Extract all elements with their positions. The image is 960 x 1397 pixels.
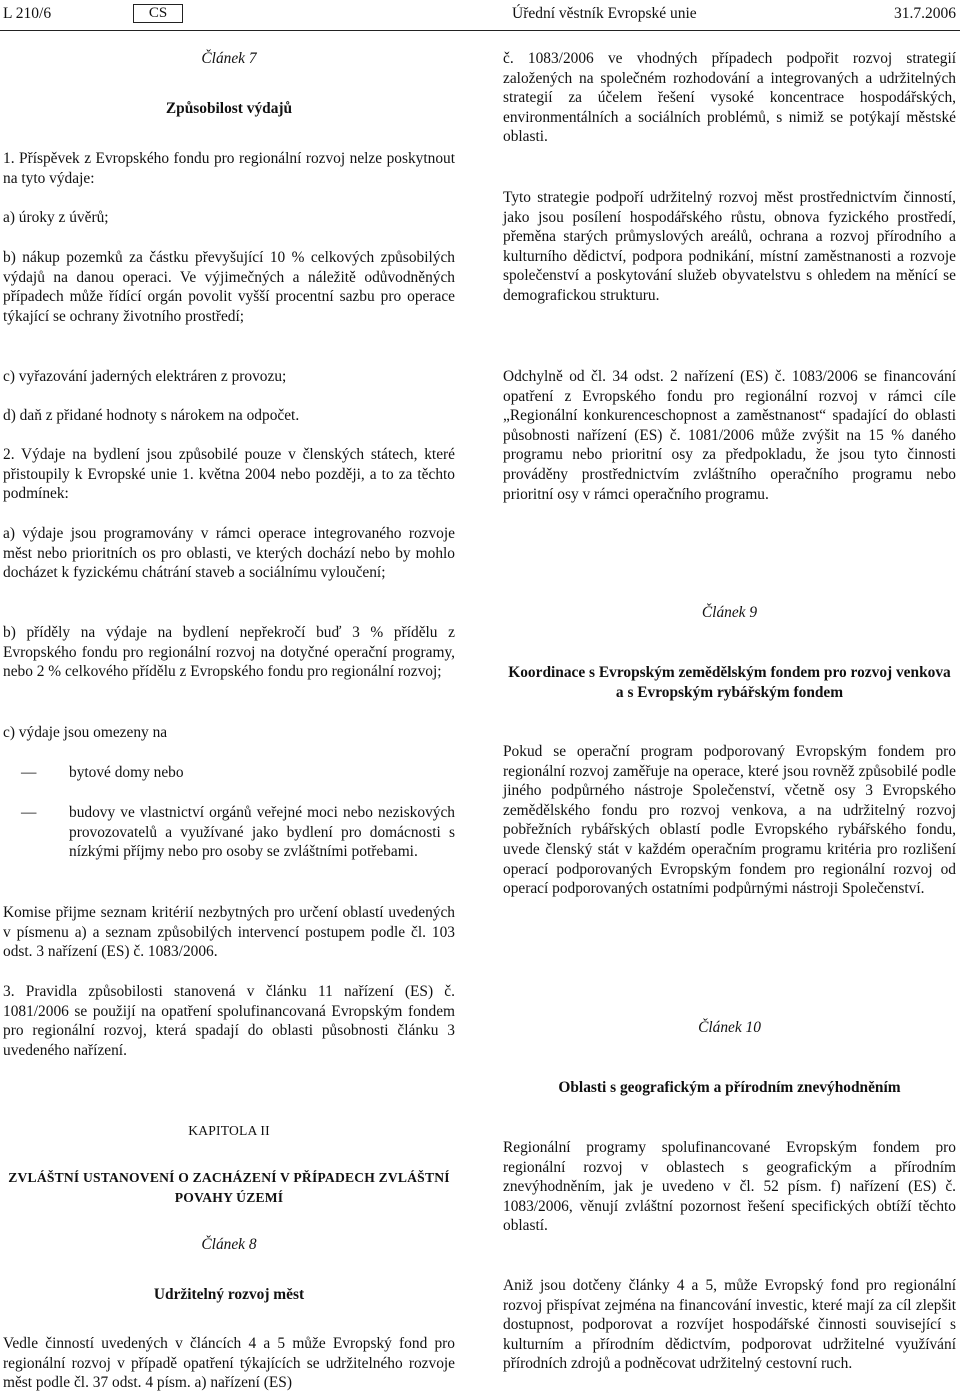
- paragraph-2: 2. Výdaje na bydlení jsou způsobilé pouze v členských státech, které přistoupily k Evropské unie 1. května 2004 nebo později, a to za těchto podmínek:: [3, 446, 455, 503]
- page-header: [0, 0, 960, 30]
- dash-mark: —: [21, 804, 37, 821]
- item-1c: c) vyřazování jaderných elektráren z provozu;: [3, 368, 287, 385]
- dash-item-2-text: budovy ve vlastnictví orgánů veřejné moci nebo neziskových provozovatelů a využívané jako bydlení pro domácnosti s nízkými příjmy nebo pro osoby se zvláštními potřebami.: [69, 804, 455, 861]
- article-9-text: Pokud se operační program podporovaný Evropským fondem pro regionální rozvoj zaměřuje na operace, které jsou rovněž způsobilé podle jiného podpůrného nástroje Společenství, včetně osy 3 Evropského zemědělského fondu pro rozvoj venkova, a na udržitelný rozvoj pobřežních rybářských oblastí podle Evropského rybářského fondu, uvede členský stát v každém operačním programu kritéria pro rozlišení operací podporovaných Evropským fondem pro regionální rozvoj od operací podporovaných ostatními podpůrnými nástroji Společenství.: [503, 743, 956, 898]
- item-1d: d) daň z přidané hodnoty s nárokem na odpočet.: [3, 407, 300, 424]
- item-1a: a) úroky z úvěrů;: [3, 209, 109, 226]
- article-10-paragraph-1: Regionální programy spolufinancované Evropským fondem pro regionální rozvoj v oblastech s geografickým a přírodním znevýhodněním, jak je uvedeno v čl. 52 písm. f) nařízení (ES) č. 1083/2006, věnují zvláštní pozornost řešení specifických obtíží těchto oblastí.: [503, 1139, 956, 1235]
- dash-item-1-text: bytové domy nebo: [69, 764, 184, 781]
- article-9-label: Článek 9: [701, 604, 758, 621]
- article-8-continuation: č. 1083/2006 ve vhodných případech podpořit rozvoj strategií založených na společném rozhodování a integrovaných a udržitelných strategií za účelem řešení vysoké koncentrace hospodářských, environmentálních a sociálních problémů, s nimiž se potýkají městské oblasti.: [503, 50, 956, 146]
- article-7-title: Způsobilost výdajů: [165, 100, 293, 117]
- publication-date: 31.7.2006: [894, 5, 956, 22]
- article-10-paragraph-2: Aniž jsou dotčeny články 4 a 5, může Evropský fond pro regionální rozvoj přispívat zejména na financování investic, které mají za cíl zlepšit dostupnost, podporovat a rozvíjet hospodářské činnosti související s kulturním a přírodním dědictvím, podporovat udržitelné využívání přírodních zdrojů a podněcovat udržitelný cestovní ruch.: [503, 1277, 956, 1373]
- item-2c: c) výdaje jsou omezeny na: [3, 724, 168, 741]
- paragraph-2-closing: Komise přijme seznam kritérií nezbytných pro určení oblastí uvedených v písmenu a) a seznam způsobilých intervencí postupem podle čl. 103 odst. 3 nařízení (ES) č. 1083/2006.: [3, 904, 455, 961]
- chapter-title: ZVLÁŠTNÍ USTANOVENÍ O ZACHÁZENÍ V PŘÍPADECH ZVLÁŠTNÍ POVAHY ÚZEMÍ: [8, 1170, 450, 1205]
- article-8-paragraph-3: Odchylně od čl. 34 odst. 2 nařízení (ES) č. 1083/2006 se financování opatření z Evropského fondu pro regionální rozvoj v rámci cíle „Regionální konkurenceschopnost a zaměstnanost“ spadající do oblasti působnosti nařízení (ES) č. 1081/2006 může zvýšit na 15 % daného programu nebo prioritní osy za předpokladu, že jsou tyto činnosti prováděny prostřednictvím zvláštního operačního programu nebo prioritní osy v rámci operačního programu.: [503, 368, 956, 503]
- article-10-label: Článek 10: [698, 1019, 761, 1036]
- chapter-label: KAPITOLA II: [188, 1123, 270, 1138]
- article-10-title: Oblasti s geografickým a přírodním znevýhodněním: [558, 1079, 901, 1096]
- article-7-label: Článek 7: [201, 50, 257, 67]
- page-reference: L 210/6: [3, 5, 52, 22]
- article-9-title: Koordinace s Evropským zemědělským fondem pro rozvoj venkova a s Evropským rybářským fondem: [508, 664, 951, 701]
- item-2b: b) příděly na výdaje na bydlení nepřekročí buď 3 % přídělu z Evropského fondu pro regionální rozvoj na dotyčné operační programy, nebo 2 % celkového přídělu z Evropského fondu pro regionální rozvoj;: [3, 624, 455, 681]
- item-2a: a) výdaje jsou programovány v rámci operace integrovaného rozvoje měst nebo prioritních os pro oblasti, ve kterých dochází nebo by mohlo docházet k fyzickému chátrání staveb a sociálnímu vyloučení;: [3, 525, 455, 582]
- dash-mark: —: [21, 764, 37, 781]
- journal-title: Úřední věstník Evropské unie: [512, 5, 697, 22]
- paragraph-1: 1. Příspěvek z Evropského fondu pro regionální rozvoj nelze poskytnout na tyto výdaje:: [3, 150, 455, 187]
- article-8-title: Udržitelný rozvoj měst: [153, 1286, 305, 1303]
- item-1b: b) nákup pozemků za částku převyšující 10 % celkových způsobilých výdajů na danou operaci. Ve výjimečných a náležitě odůvodněných případech může řídící orgán povolit vyšší procentní sazbu pro operace týkající se ochrany životního prostředí;: [3, 249, 455, 325]
- article-8-label: Článek 8: [201, 1236, 257, 1253]
- article-8-paragraph-2: Tyto strategie podpoří udržitelný rozvoj měst prostřednictvím činností, jako jsou posílení hospodářského růstu, obnova fyzického prostředí, přeměna starých průmyslových areálů, ochrana a rozvoj přírodního a kulturního dědictví, podpora podnikání, místní zaměstnanosti a rozvoje společenství a poskytování služeb obyvatelstvu s ohledem na měnící se demografickou strukturu.: [503, 189, 956, 304]
- article-8-text: Vedle činností uvedených v článcích 4 a 5 může Evropský fond pro regionální rozvoj v případě opatření týkajících se udržitelného rozvoje měst podle čl. 37 odst. 4 písm. a) nařízení (ES): [3, 1335, 455, 1392]
- paragraph-3: 3. Pravidla způsobilosti stanovená v článku 11 nařízení (ES) č. 1081/2006 se použijí na opatření spolufinancovaná Evropským fondem pro regionální rozvoj, která spadají do oblasti působnosti článku 3 uvedeného nařízení.: [3, 983, 455, 1059]
- header-rule: [0, 30, 960, 31]
- language-code-box: CS: [133, 4, 183, 23]
